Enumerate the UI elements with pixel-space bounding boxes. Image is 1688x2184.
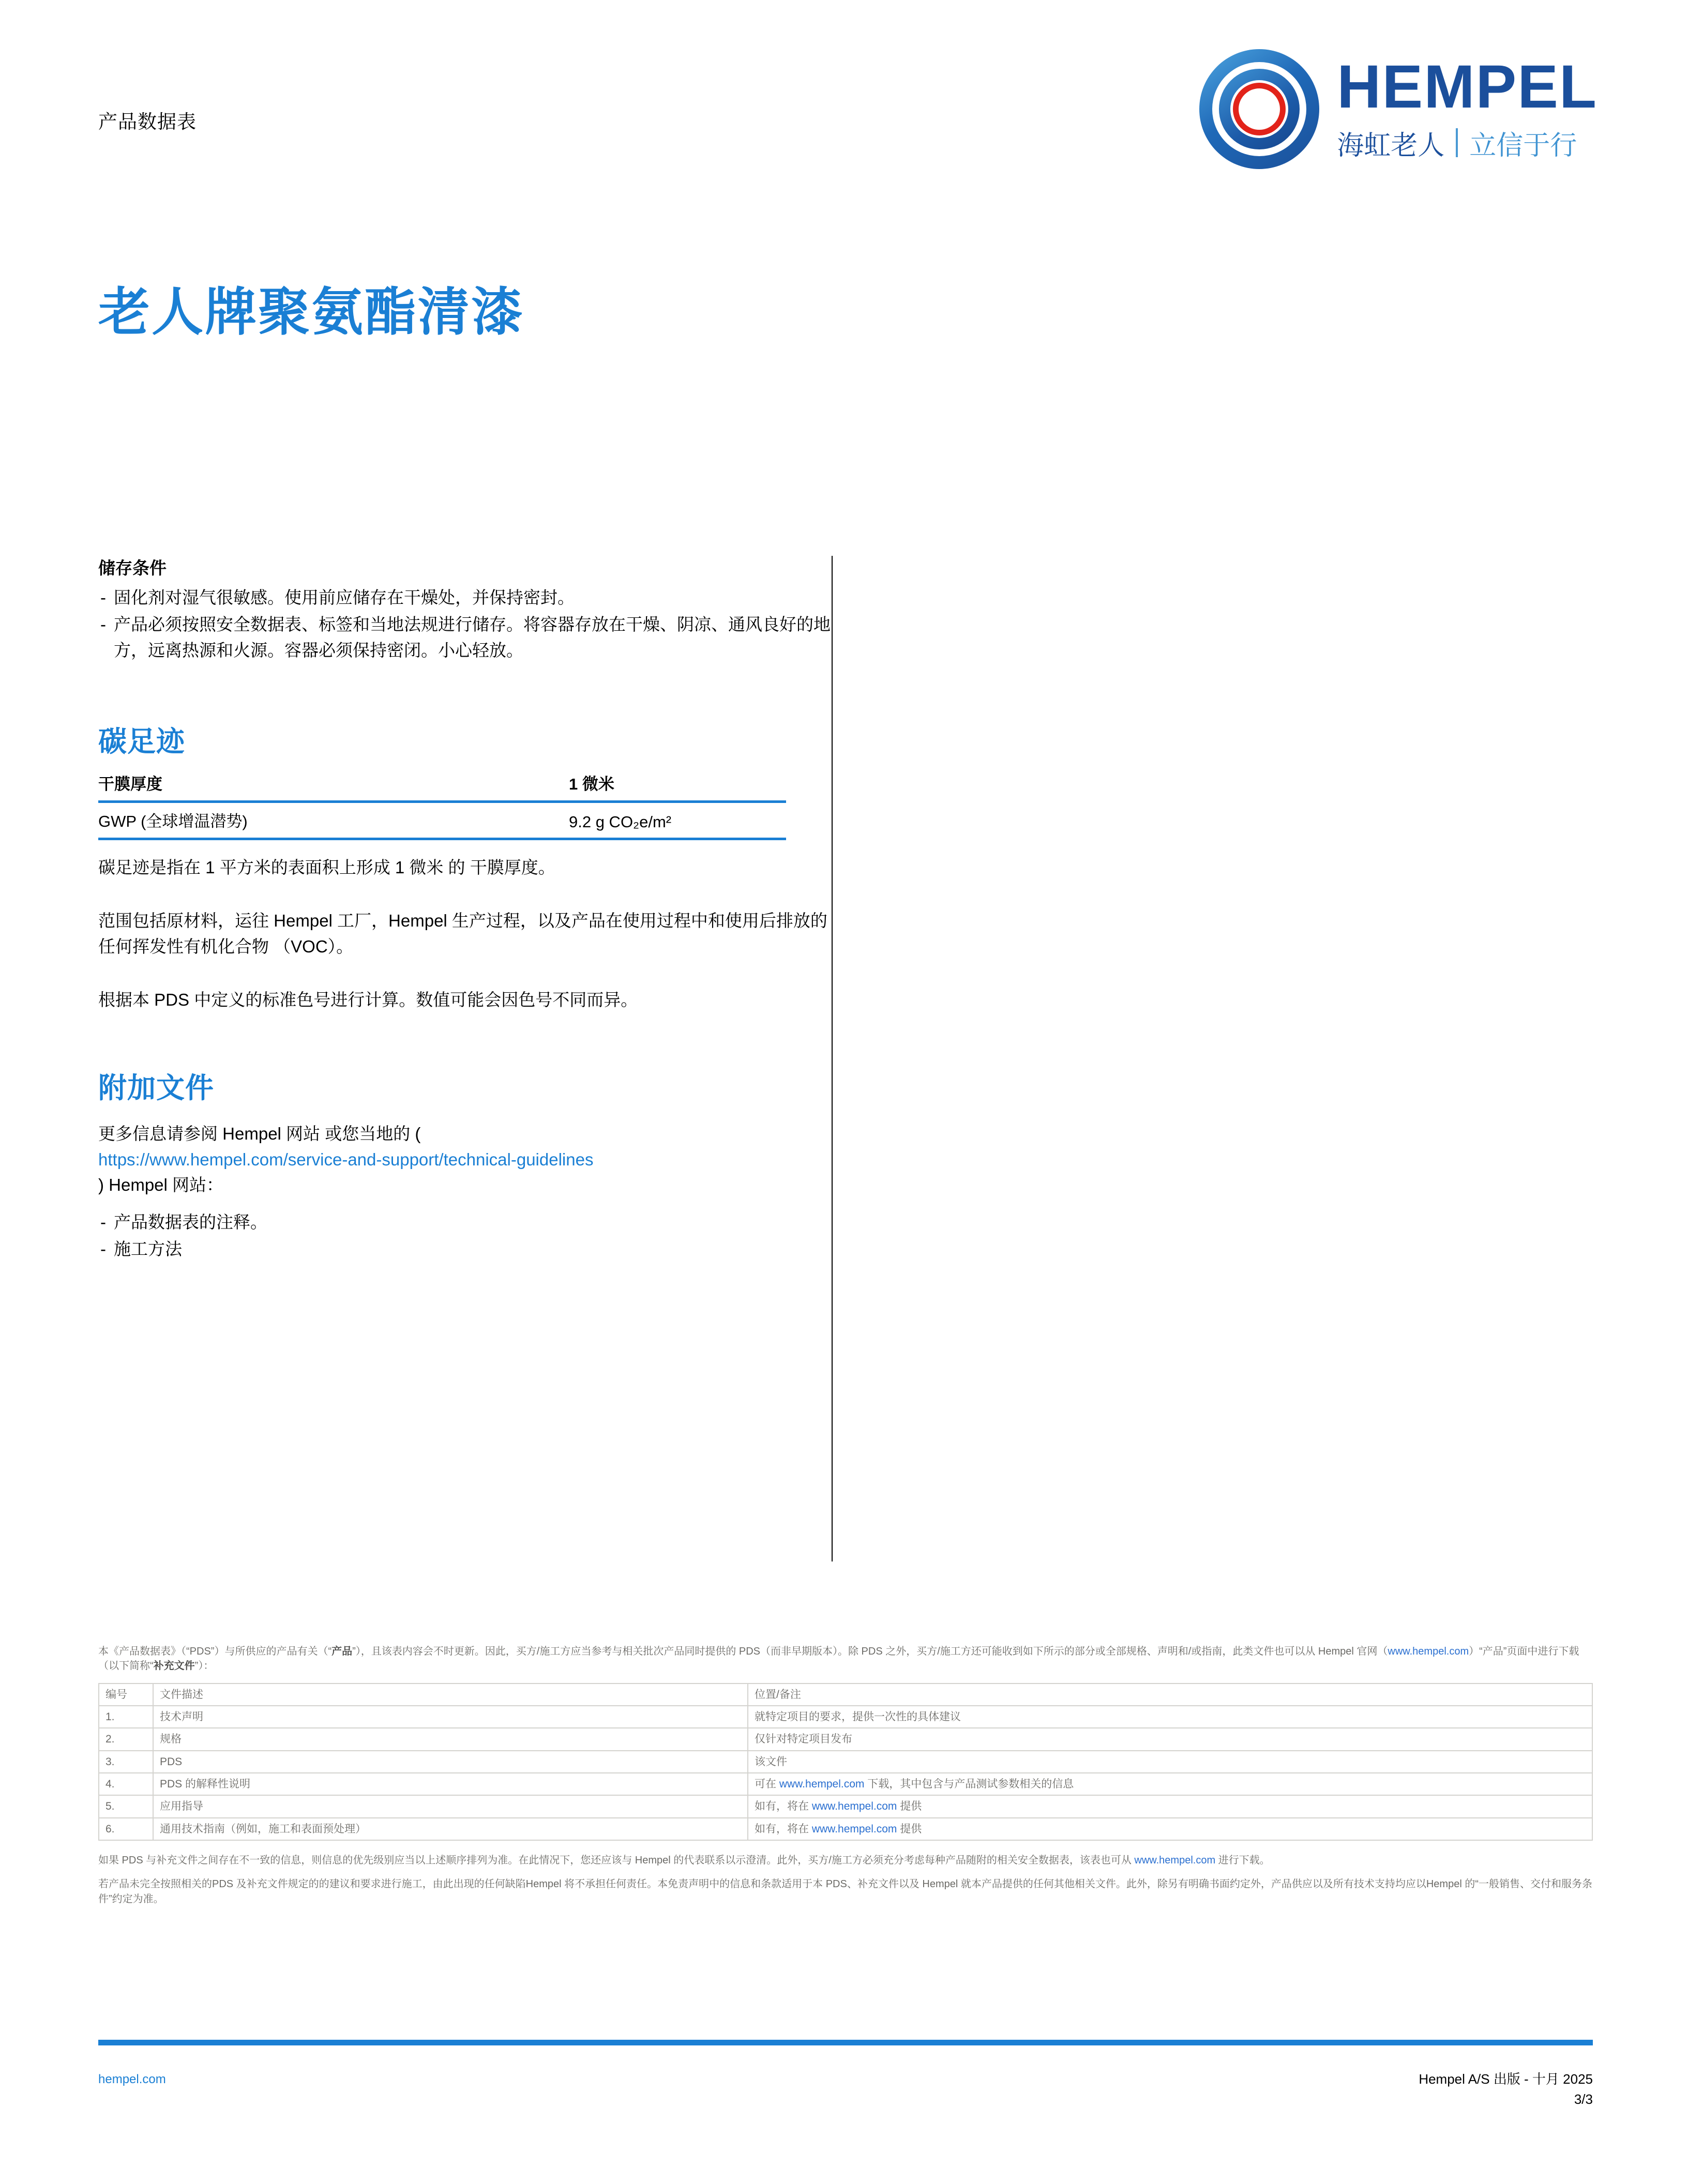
footer-rule: [98, 2040, 1593, 2045]
note-pre: 该文件: [755, 1755, 787, 1768]
row-number: 5.: [99, 1795, 153, 1817]
table-row: [99, 1818, 1592, 1840]
list-item: - 产品必须按照安全数据表、标签和当地法规进行储存。将容器存放在干燥、阴凉、通风良好的地方，远离热源和火源。容器必须保持密闭。小心轻放。: [98, 612, 833, 663]
logo-chinese-block: [1337, 124, 1597, 162]
row-description: PDS 的解释性说明: [153, 1773, 748, 1795]
carbon-footprint-paragraph: 范围包括原材料，运往 Hempel 工厂，Hempel 生产过程，以及产品在使用过程中和使用后排放的任何挥发性有机化合物 （VOC）。: [98, 911, 827, 956]
hempel-website-link[interactable]: www.hempel.com: [1134, 1854, 1216, 1866]
page-header: [0, 0, 1688, 202]
additional-documents-intro: [98, 1121, 833, 1198]
carbon-footprint-paragraph: 碳足迹是指在 1 平方米的表面积上形成 1 微米 的 干膜厚度。: [98, 857, 555, 877]
disclaimer-p1-a: 本《产品数据表》（“PDS”）与所供应的产品有关（“: [98, 1646, 332, 1657]
row-description: 技术声明: [153, 1706, 748, 1728]
logo-wordmark: HEMPEL: [1337, 52, 1597, 121]
supplementary-documents-table: [98, 1683, 1593, 1841]
document-type-label: 产品数据表: [98, 111, 197, 132]
row-note: [748, 1706, 1592, 1728]
table-row: [99, 1795, 1592, 1817]
disclaimer-p1-bold-supplement: 补充文件: [153, 1660, 195, 1672]
disclaimer-p2-b: 进行下载。: [1215, 1854, 1270, 1866]
row-number: 4.: [99, 1773, 153, 1795]
technical-guidelines-link[interactable]: https://www.hempel.com/service-and-support/technical-guidelines: [98, 1149, 594, 1169]
footer-page-number: 3/3: [1574, 2091, 1593, 2107]
table-row: [99, 1773, 1592, 1795]
disclaimer-paragraph-1: [98, 1644, 1593, 1674]
disclaimer-p2-a: 如果 PDS 与补充文件之间存在不一致的信息，则信息的优先级别应当以上述顺序排列为准。在此情况下，您还应该与 Hempel 的代表联系以示澄清。此外，买方/施工方必须充分考虑每种产品随附的相关安全数据表，该表也可从: [98, 1854, 1135, 1866]
disclaimer-paragraph-2: [98, 1853, 1593, 1868]
table-row: [99, 1706, 1592, 1728]
disclaimer-p1-d: ）“产品”页面中进行下载（以下简称“: [98, 1646, 1579, 1672]
additional-documents-list: [98, 1209, 833, 1262]
hempel-logo: [1199, 49, 1597, 169]
note-pre: 可在: [755, 1778, 779, 1790]
note-pre: 如有，将在: [755, 1823, 812, 1835]
footer-site-link[interactable]: hempel.com: [98, 2072, 166, 2086]
row-number: 6.: [99, 1818, 153, 1840]
note-post: 提供: [897, 1800, 922, 1813]
storage-conditions-section: [98, 556, 833, 663]
logo-chinese-name: 海虹老人: [1337, 130, 1445, 161]
row-note: [748, 1795, 1592, 1817]
note-link[interactable]: www.hempel.com: [811, 1800, 897, 1813]
row-description: PDS: [153, 1751, 748, 1773]
row-number: 1.: [99, 1706, 153, 1728]
note-pre: 如有，将在: [755, 1800, 812, 1813]
row-number: 3.: [99, 1751, 153, 1773]
list-item: - 产品数据表的注释。: [98, 1209, 833, 1235]
row-description: 应用指导: [153, 1795, 748, 1817]
hempel-ring-logo-icon: [1199, 49, 1319, 169]
table-row: [99, 1751, 1592, 1773]
note-post: 提供: [897, 1823, 922, 1835]
gwp-value: 9.2 g CO₂e/m²: [569, 812, 672, 831]
list-item: - 固化剂对湿气很敏感。使用前应储存在干燥处，并保持密封。: [98, 585, 833, 611]
list-item: - 施工方法: [98, 1236, 833, 1262]
row-number: 2.: [99, 1728, 153, 1750]
intro-text-after: ) Hempel 网站：: [98, 1175, 224, 1195]
carbon-footprint-section: [98, 723, 833, 1013]
hempel-website-link[interactable]: www.hempel.com: [1388, 1646, 1469, 1657]
row-note: [748, 1818, 1592, 1840]
row-note: [748, 1728, 1592, 1750]
gwp-label: GWP (全球增温潜势): [98, 812, 248, 830]
footer-meta: [1419, 2069, 1593, 2110]
row-note: [748, 1751, 1592, 1773]
intro-text-before: 更多信息请参阅 Hempel 网站 或您当地的 (: [98, 1124, 421, 1144]
additional-documents-section: [98, 1070, 833, 1262]
logo-divider-icon: [1456, 128, 1458, 157]
disclaimer-p1-f: ”）：: [194, 1660, 214, 1672]
note-pre: 仅针对特定项目发布: [755, 1733, 852, 1746]
disclaimer-p1-bold-product: 产品: [331, 1646, 353, 1657]
table-row: [99, 1728, 1592, 1750]
dft-header-label: 干膜厚度: [98, 775, 162, 793]
row-description: 通用技术指南（例如，施工和表面预处理）: [153, 1818, 748, 1840]
dft-header-value: 1 微米: [569, 775, 614, 793]
disclaimer-p1-c: ”），且该表内容会不时更新。因此，买方/施工方应当参考与相关批次产品同时提供的 PDS（而非早期版本）。除 PDS 之外，买方/施工方还可能收到如下所示的部分或全部规格、声明和/或指南，此类文件也可以从 Hempel 官网（: [352, 1646, 1388, 1657]
footer-site-link-wrap: [98, 2072, 166, 2087]
logo-text-block: [1337, 52, 1597, 162]
col-header-no: 编号: [99, 1684, 153, 1706]
col-header-location: 位置/备注: [748, 1684, 1592, 1706]
storage-conditions-list: [98, 585, 833, 663]
note-link[interactable]: www.hempel.com: [811, 1823, 897, 1835]
note-post: 下载，其中包含与产品测试参数相关的信息: [864, 1778, 1074, 1790]
main-content: [98, 556, 833, 1263]
carbon-footprint-table: [98, 766, 786, 840]
disclaimer-paragraph-3: 若产品未完全按照相关的PDS 及补充文件规定的的建议和要求进行施工，由此出现的任何缺陷Hempel 将不承担任何责任。本免责声明中的信息和条款适用于本 PDS、补充文件以及 Hempel 就本产品提供的任何其他相关文件。此外，除另有明确书面约定外，产品供应以及所有技术支持均应以Hempel 的“一般销售、交付和服务条件”约定为准。: [98, 1878, 1592, 1905]
carbon-footprint-paragraph: 根据本 PDS 中定义的标准色号进行计算。数值可能会因色号不同而异。: [98, 990, 638, 1010]
table-row: [98, 801, 786, 839]
footer-issued: Hempel A/S 出版 - 十月 2025: [1419, 2071, 1593, 2087]
additional-documents-heading: 附加文件: [98, 1071, 215, 1104]
logo-chinese-slogan: 立信于行: [1469, 130, 1577, 161]
storage-conditions-heading: 储存条件: [98, 558, 167, 578]
legal-disclaimer: [98, 1644, 1593, 1916]
note-link[interactable]: www.hempel.com: [779, 1778, 865, 1790]
table-header-row: [99, 1684, 1592, 1706]
page-title: 老人牌聚氨酯清漆: [98, 283, 524, 341]
table-header-row: [98, 766, 786, 802]
note-pre: 就特定项目的要求，提供一次性的具体建议: [755, 1711, 961, 1723]
row-note: [748, 1773, 1592, 1795]
carbon-footprint-heading: 碳足迹: [98, 725, 186, 758]
col-header-description: 文件描述: [153, 1684, 748, 1706]
row-description: 规格: [153, 1728, 748, 1750]
